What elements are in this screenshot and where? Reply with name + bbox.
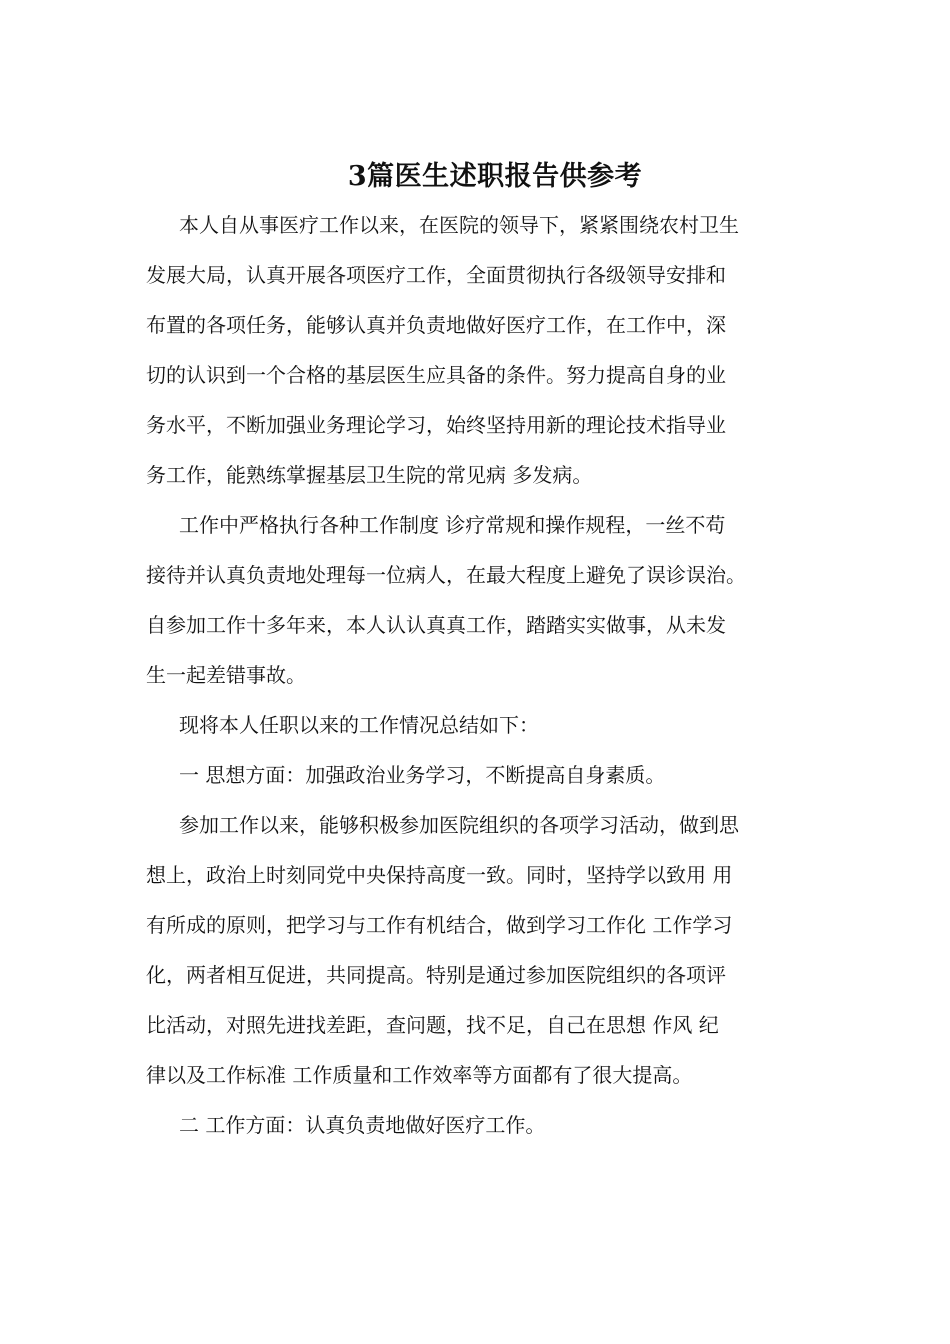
text-line: 生一起差错事故。 bbox=[146, 663, 306, 687]
document-title: 3篇医生述职报告供参考 bbox=[347, 161, 643, 192]
text-line: 自参加工作十多年来，本人认认真真工作，踏踏实实做事，从未发 bbox=[146, 613, 726, 637]
text-line: 务工作，能熟练掌握基层卫生院的常见病 多发病。 bbox=[146, 463, 593, 487]
text-line: 一 思想方面：加强政治业务学习，不断提高自身素质。 bbox=[179, 763, 666, 787]
text-line: 律以及工作标准 工作质量和工作效率等方面都有了很大提高。 bbox=[146, 1063, 693, 1087]
text-line: 切的认识到一个合格的基层医生应具备的条件。努力提高自身的业 bbox=[146, 363, 726, 387]
text-line: 接待并认真负责地处理每一位病人，在最大程度上避免了误诊误治。 bbox=[146, 563, 746, 587]
section-heading-1 bbox=[146, 750, 808, 800]
paragraph-2 bbox=[146, 500, 808, 700]
paragraph-3 bbox=[146, 700, 808, 750]
text-line: 参加工作以来，能够积极参加医院组织的各项学习活动，做到思 bbox=[179, 813, 739, 837]
text-line: 工作中严格执行各种工作制度 诊疗常规和操作规程，一丝不苟 bbox=[179, 513, 726, 537]
text-line: 化，两者相互促进，共同提高。特别是通过参加医院组织的各项评 bbox=[146, 963, 726, 987]
paragraph-1 bbox=[146, 200, 808, 500]
text-line: 比活动，对照先进找差距，查问题，找不足，自己在思想 作风 纪 bbox=[146, 1013, 719, 1037]
text-line: 布置的各项任务，能够认真并负责地做好医疗工作，在工作中，深 bbox=[146, 313, 726, 337]
text-line: 想上，政治上时刻同党中央保持高度一致。同时，坚持学以致用 用 bbox=[146, 863, 733, 887]
text-line: 发展大局，认真开展各项医疗工作，全面贯彻执行各级领导安排和 bbox=[146, 263, 726, 287]
text-line: 本人自从事医疗工作以来，在医院的领导下，紧紧围绕农村卫生 bbox=[179, 213, 739, 237]
text-line: 务水平，不断加强业务理论学习，始终坚持用新的理论技术指导业 bbox=[146, 413, 726, 437]
text-line: 二 工作方面：认真负责地做好医疗工作。 bbox=[179, 1113, 546, 1137]
text-line: 有所成的原则，把学习与工作有机结合，做到学习工作化 工作学习 bbox=[146, 913, 733, 937]
text-line: 现将本人任职以来的工作情况总结如下： bbox=[179, 713, 539, 737]
document-body bbox=[146, 200, 808, 1150]
section-heading-2 bbox=[146, 1100, 808, 1150]
paragraph-4 bbox=[146, 800, 808, 1100]
